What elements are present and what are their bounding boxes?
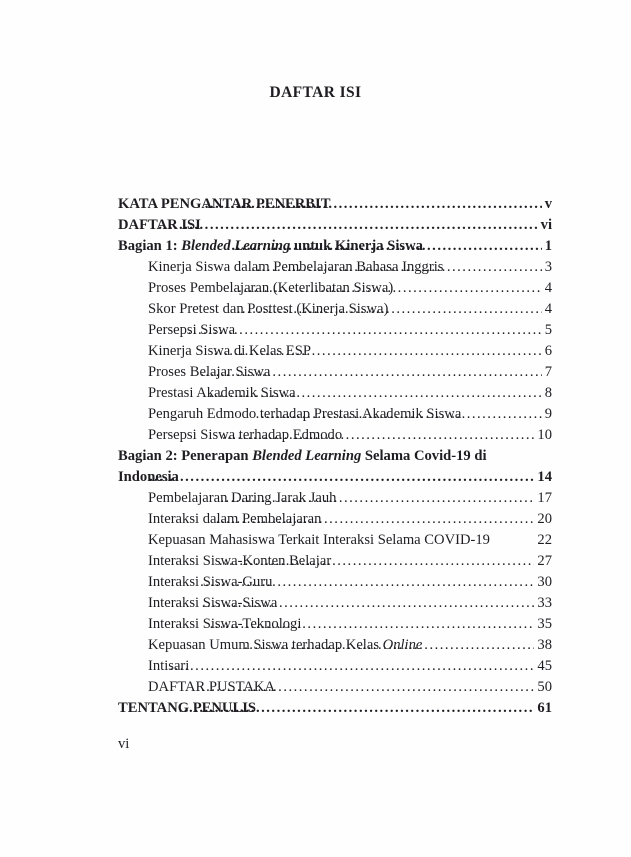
toc-entry bbox=[118, 467, 552, 488]
toc-entry-label-part: DAFTAR ISI bbox=[118, 217, 201, 233]
toc-entry-label-part: Selama Covid-19 di bbox=[361, 448, 487, 464]
toc-entry-page: v bbox=[544, 196, 552, 212]
toc-entry-label-part: TENTANG PENULIS bbox=[118, 700, 256, 716]
toc-entry-page: 4 bbox=[544, 280, 552, 296]
toc-entry-label bbox=[148, 614, 302, 635]
toc-entry-label bbox=[148, 509, 322, 530]
toc-entry-page: vi bbox=[540, 217, 552, 233]
toc-entry-label-part: Pengaruh Edmodo terhadap Prestasi Akademik Siswa bbox=[148, 406, 462, 422]
toc-entry bbox=[118, 236, 552, 257]
toc-entry-label-part: Pembelajaran Daring Jarak Jauh bbox=[148, 490, 337, 506]
toc-entry-label-part: Skor Pretest dan Posttest (Kinerja Siswa) bbox=[148, 301, 389, 317]
toc-entry-page: 22 bbox=[537, 532, 552, 548]
toc-entry-page: 27 bbox=[537, 553, 552, 569]
toc-entry-label-part: Prestasi Akademik Siswa bbox=[148, 385, 296, 401]
toc-entry-label bbox=[148, 383, 296, 404]
toc-entry bbox=[118, 446, 552, 467]
toc-entry-label-part: Bagian 2: Penerapan bbox=[118, 448, 253, 464]
toc-entry bbox=[118, 614, 552, 635]
dot-leader bbox=[209, 383, 542, 404]
toc-entry-page: 14 bbox=[537, 469, 552, 485]
toc-entry-label-part: Blended Learning bbox=[181, 238, 291, 254]
toc-entry-label-part: KATA PENGANTAR PENERBIT bbox=[118, 196, 331, 212]
toc-entry-page: 4 bbox=[544, 301, 552, 317]
toc-entry-page: 6 bbox=[544, 343, 552, 359]
toc-entry-label bbox=[148, 530, 490, 551]
toc-entry-label bbox=[148, 572, 273, 593]
toc-entry bbox=[118, 257, 552, 278]
dot-leader bbox=[237, 299, 542, 320]
dot-leader bbox=[188, 320, 542, 341]
footer-page-number: vi bbox=[118, 736, 130, 752]
toc-entry-label-part: Blended Learning bbox=[252, 448, 362, 464]
dot-leader bbox=[238, 278, 542, 299]
toc-entry-label-part: Kinerja Siswa dalam Pembelajaran Bahasa Inggris bbox=[148, 259, 444, 275]
toc-entry-label-part: DAFTAR PUSTAKA bbox=[148, 679, 275, 695]
toc-entry-label bbox=[148, 488, 337, 509]
toc-entry-page: 1 bbox=[544, 238, 552, 254]
toc-entry-page: 35 bbox=[537, 616, 552, 632]
toc-entry-page: 30 bbox=[537, 574, 552, 590]
toc-entry-page: 61 bbox=[537, 700, 552, 716]
toc-entry bbox=[118, 425, 552, 446]
toc-entry-label bbox=[148, 320, 236, 341]
toc-entry-label bbox=[148, 677, 275, 698]
dot-leader bbox=[231, 236, 541, 257]
toc-entry-label-part: Kepuasan Mahasiswa Terkait Interaksi Selama COVID-19 bbox=[148, 532, 490, 548]
dot-leader bbox=[244, 635, 534, 656]
toc-entry-label bbox=[148, 257, 444, 278]
toc-entry-page: 45 bbox=[537, 658, 552, 674]
dot-leader bbox=[158, 215, 537, 236]
page-title: DAFTAR ISI bbox=[269, 84, 362, 101]
dot-leader bbox=[200, 362, 541, 383]
toc-entry bbox=[118, 572, 552, 593]
toc-entry-label-part: Bagian 1: bbox=[118, 238, 182, 254]
toc-entry bbox=[118, 299, 552, 320]
toc-entry-label bbox=[148, 593, 278, 614]
toc-entry bbox=[118, 551, 552, 572]
toc-entry-page: 20 bbox=[537, 511, 552, 527]
dot-leader bbox=[179, 698, 535, 719]
toc-entry-label-part: Proses Belajar Siswa bbox=[148, 364, 271, 380]
toc-entry-label-part: Interaksi Siswa-Teknologi bbox=[148, 616, 302, 632]
dot-leader bbox=[251, 257, 541, 278]
toc-entry bbox=[118, 509, 552, 530]
toc-entry-label-part: Proses Pembelajaran (Keterlibatan Siswa) bbox=[148, 280, 394, 296]
toc-list bbox=[118, 194, 552, 719]
toc-entry-label bbox=[148, 278, 394, 299]
dot-leader bbox=[201, 677, 534, 698]
toc-entry bbox=[118, 215, 552, 236]
toc-entry-label-part: Interaksi Siswa-Siswa bbox=[148, 595, 278, 611]
dot-leader bbox=[219, 551, 535, 572]
toc-entry-label bbox=[118, 194, 331, 215]
toc-entry-label-part: Interaksi Siswa-Guru bbox=[148, 574, 273, 590]
toc-entry bbox=[118, 677, 552, 698]
toc-entry-label bbox=[118, 236, 423, 257]
toc-entry-label bbox=[148, 341, 311, 362]
toc-entry-label bbox=[118, 446, 487, 467]
toc-entry bbox=[118, 404, 552, 425]
toc-entry bbox=[118, 383, 552, 404]
toc-entry-page: 10 bbox=[537, 427, 552, 443]
toc-entry-label bbox=[118, 698, 256, 719]
dot-leader bbox=[222, 425, 534, 446]
toc-entry-label-part: Kinerja Siswa di Kelas ESP bbox=[148, 343, 311, 359]
toc-entry bbox=[118, 698, 552, 719]
toc-entry-label bbox=[148, 635, 423, 656]
dot-leader bbox=[149, 467, 534, 488]
toc-entry-page: 50 bbox=[537, 679, 552, 695]
dot-leader bbox=[210, 614, 535, 635]
toc-entry-page: 3 bbox=[544, 259, 552, 275]
toc-entry-label-part: Indonesia bbox=[118, 469, 179, 485]
toc-entry-label bbox=[148, 656, 190, 677]
toc-entry-page: 7 bbox=[544, 364, 552, 380]
dot-leader bbox=[214, 341, 542, 362]
dot-leader bbox=[256, 404, 542, 425]
toc-entry bbox=[118, 488, 552, 509]
toc-entry-page: 33 bbox=[537, 595, 552, 611]
toc-entry-page: 9 bbox=[544, 406, 552, 422]
toc-entry-label bbox=[148, 404, 462, 425]
toc-entry-label-part: Kepuasan Umum Siswa terhadap Kelas bbox=[148, 637, 383, 653]
toc-entry-label bbox=[148, 299, 389, 320]
toc-entry bbox=[118, 635, 552, 656]
dot-leader bbox=[169, 656, 534, 677]
toc-entry-page: 17 bbox=[537, 490, 552, 506]
toc-entry bbox=[118, 278, 552, 299]
toc-entry-label bbox=[118, 215, 201, 236]
dot-leader bbox=[216, 509, 535, 530]
toc-entry-label bbox=[148, 362, 271, 383]
toc-entry-label-part: Persepsi Siswa bbox=[148, 322, 236, 338]
dot-leader bbox=[200, 572, 534, 593]
toc-entry bbox=[118, 341, 552, 362]
toc-entry-label bbox=[148, 425, 343, 446]
dot-leader bbox=[205, 194, 542, 215]
toc-entry bbox=[118, 194, 552, 215]
toc-entry-page: 5 bbox=[544, 322, 552, 338]
dot-leader bbox=[202, 593, 535, 614]
toc-entry-label-part: Intisari bbox=[148, 658, 190, 674]
toc-entry bbox=[118, 362, 552, 383]
toc-entry bbox=[118, 656, 552, 677]
toc-entry-page: 8 bbox=[544, 385, 552, 401]
toc-entry bbox=[118, 593, 552, 614]
toc-entry-label-part: Persepsi Siswa terhadap Edmodo bbox=[148, 427, 343, 443]
toc-entry-label bbox=[148, 551, 332, 572]
toc-entry-label-part: Online bbox=[382, 637, 423, 653]
toc-entry-label-part: Interaksi Siswa-Konten Belajar bbox=[148, 553, 332, 569]
toc-entry-label-part: Interaksi dalam Pembelajaran bbox=[148, 511, 322, 527]
toc-entry-label bbox=[118, 467, 179, 488]
toc-entry-page: 38 bbox=[537, 637, 552, 653]
toc-entry bbox=[118, 320, 552, 341]
toc-entry bbox=[118, 530, 552, 551]
dot-leader bbox=[220, 488, 534, 509]
toc-entry-label-part: untuk Kinerja Siswa bbox=[290, 238, 423, 254]
